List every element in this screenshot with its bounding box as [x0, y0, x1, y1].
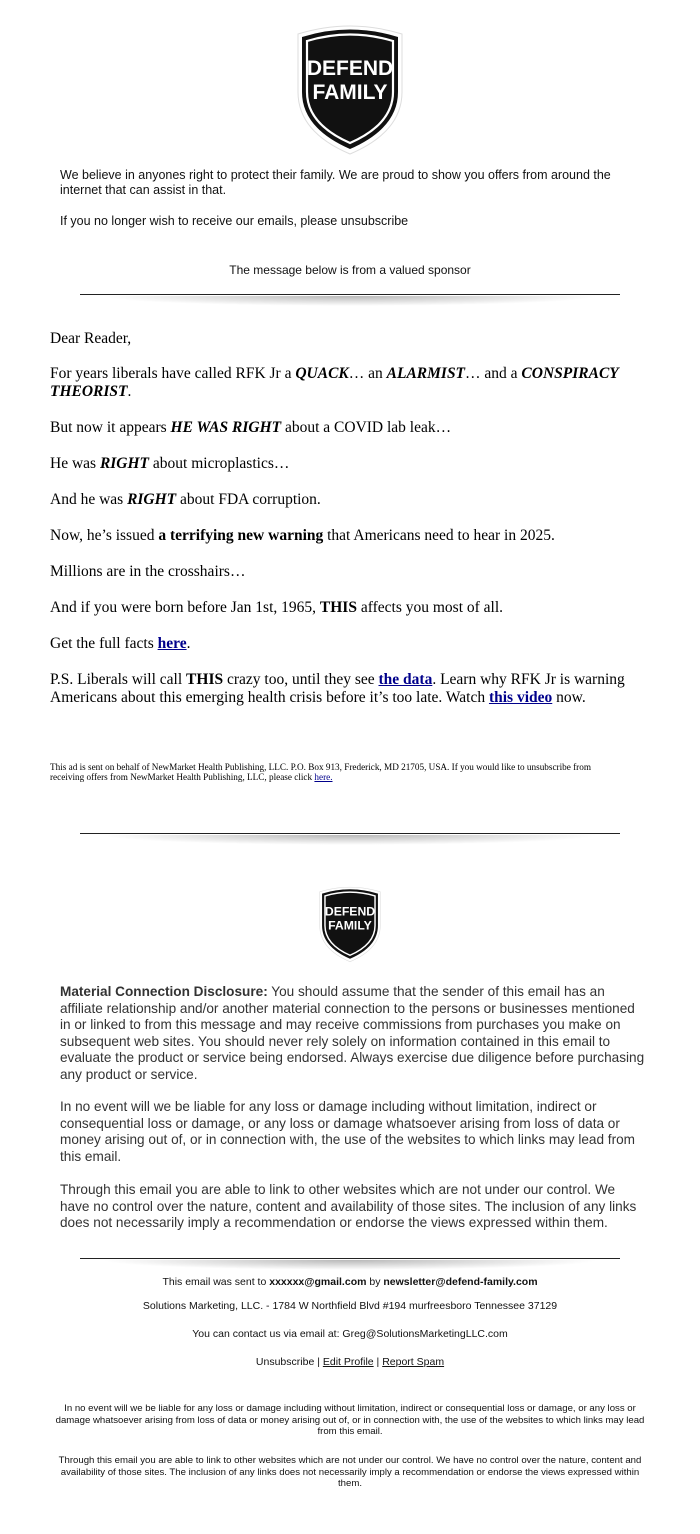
ps-text-e: now. [552, 689, 586, 706]
ps-text-c: crazy too, until they see [223, 671, 379, 688]
contact-line: You can contact us via email at: Greg@SolutionsMarketingLLC.com [192, 1328, 508, 1340]
p8-text-a: Get the full facts [50, 635, 158, 652]
legal-links: Through this email you are able to link to other websites which are not under our control. We have no control over the nature, content and availability of those sites. The inclusion of any links does not necessarily imply a recommendation or endorse the views expressed within them. [58, 1455, 642, 1489]
sponsor-unsubscribe-link[interactable]: here. [314, 772, 333, 782]
p7-text-c: affects you most of all. [356, 599, 504, 616]
letter-p8 [50, 635, 650, 653]
letter-p2 [50, 419, 650, 437]
report-spam-link[interactable]: Report Spam [382, 1356, 445, 1368]
letter-p1 [50, 365, 650, 401]
intro-text: We believe in anyones right to protect their family. We are proud to show you offers from around the internet that can assist in that. [60, 168, 611, 197]
defend-family-logo [292, 24, 408, 158]
sent-to-line [0, 1276, 700, 1288]
letter-p7 [50, 599, 650, 617]
sponsor-fine-print [50, 762, 620, 782]
letter-ps [50, 671, 650, 707]
separator: | [314, 1356, 323, 1368]
p7-text-a: And if you were born before Jan 1st, 1965, [50, 599, 320, 616]
logo-line2: FAMILY [312, 81, 388, 104]
p3-right: RIGHT [99, 455, 150, 472]
divider-top [80, 294, 620, 295]
unsubscribe-line [60, 214, 650, 229]
divider-middle [80, 833, 620, 834]
unsub-prefix: If you no longer wish to receive our emails, please [60, 214, 338, 228]
company-address: Solutions Marketing, LLC. - 1784 W Northfield Blvd #194 murfreesboro Tennessee 37129 [142, 1300, 558, 1312]
p4-right: RIGHT [127, 491, 177, 508]
letter-p4 [50, 491, 650, 509]
links-paragraph: Through this email you are able to link to other websites which are not under our control. We have no control over the nature, content and availability of those sites. The inclusion of any links does not necessarily imply a recommendation or endorse the views expressed within them. [60, 1182, 637, 1230]
p1-alarmist: ALARMIST [386, 365, 466, 382]
p2-he-was-right: HE WAS RIGHT [170, 419, 282, 436]
divider-bottom [80, 1258, 620, 1259]
logo-line1: DEFEND [306, 57, 394, 80]
recipient-email: xxxxxx@gmail.com [269, 1276, 367, 1288]
edit-profile-link[interactable]: Edit Profile [322, 1356, 374, 1368]
separator: | [373, 1356, 383, 1368]
letter-p3 [50, 455, 650, 473]
p2-text-a: But now it appears [50, 419, 171, 436]
liability-paragraph: In no event will we be liable for any loss or damage including without limitation, indirect or consequential loss or damage, or any loss or damage whatsoever arising from loss of data or money arising out of, or in connection with, the use of the websites to which links may lead from this email. [60, 1099, 635, 1164]
p1-text-g: . [127, 383, 132, 400]
ps-text-a: P.S. Liberals will call [50, 671, 187, 688]
p1-conspiracy: CONSPIRACY THEORIST [50, 365, 619, 400]
p7-this: THIS [319, 599, 357, 616]
disclosure-title: Material Connection Disclosure: [60, 984, 268, 999]
ps-this: THIS [186, 671, 224, 688]
p1-text-c: … an [348, 365, 387, 382]
p5-text-c: that Americans need to hear in 2025. [323, 527, 555, 544]
sponsor-note: The message below is from a valued sponsor [229, 263, 471, 277]
ps-text-d: . Learn why RFK Jr is warning Americans about this emerging health crisis before it’s too late. Watch [50, 671, 625, 706]
p3-text-a: He was [50, 455, 100, 472]
letter-p6: Millions are in the crosshairs… [50, 563, 246, 580]
p4-text-a: And he was [50, 491, 128, 508]
p1-quack: QUACK [295, 365, 349, 382]
p4-text-c: about FDA corruption. [176, 491, 321, 508]
disclosure-body: You should assume that the sender of this email has an affiliate relationship and/or another material connection to the persons or businesses mentioned in or linked to from this message and may receive commissions from purchases you make on subsequent web sites. You should never rely solely on information contained in this email to evaluate the product or service being endorsed. Always exercise due diligence before purchasing any product or service. [60, 984, 645, 1082]
p5-text-a: Now, he’s issued [50, 527, 159, 544]
sent-by: by [366, 1276, 384, 1288]
here-link[interactable]: here [157, 635, 187, 652]
defend-family-logo-small [316, 886, 384, 964]
the-data-link[interactable]: the data [378, 671, 433, 688]
unsubscribe-link[interactable]: unsubscribe [340, 214, 409, 228]
this-video-link[interactable]: this video [488, 689, 553, 706]
p8-text-c: . [186, 635, 191, 652]
small-logo-line2: FAMILY [328, 918, 372, 933]
footer-links [0, 1356, 700, 1368]
sent-prefix: This email was sent to [162, 1276, 270, 1288]
greeting: Dear Reader, [50, 330, 132, 347]
sender-email: newsletter@defend-family.com [383, 1276, 538, 1288]
p1-text-e: … and a [465, 365, 522, 382]
p5-warning: a terrifying new warning [158, 527, 324, 544]
p1-text-a: For years liberals have called RFK Jr a [50, 365, 296, 382]
p3-text-c: about microplastics… [149, 455, 290, 472]
sponsor-fine-text: This ad is sent on behalf of NewMarket Health Publishing, LLC. P.O. Box 913, Frederick, MD 21705, USA. If you would like to unsubscribe from receiving offers from NewMarket Health Publishing, LLC, please click [50, 762, 591, 782]
p2-text-c: about a COVID lab leak… [281, 419, 452, 436]
legal-liability: In no event will we be liable for any loss or damage including without limitation, indirect or consequential loss or damage, or any loss or damage whatsoever arising from loss of data or money arising out of, or in connection with, the use of the websites to which links may lead from this email. [55, 1403, 645, 1437]
small-logo-line1: DEFEND [324, 904, 376, 919]
footer-unsubscribe-link[interactable]: Unsubscribe [255, 1356, 315, 1368]
letter-p5 [50, 527, 650, 545]
material-disclosure [60, 984, 645, 1083]
